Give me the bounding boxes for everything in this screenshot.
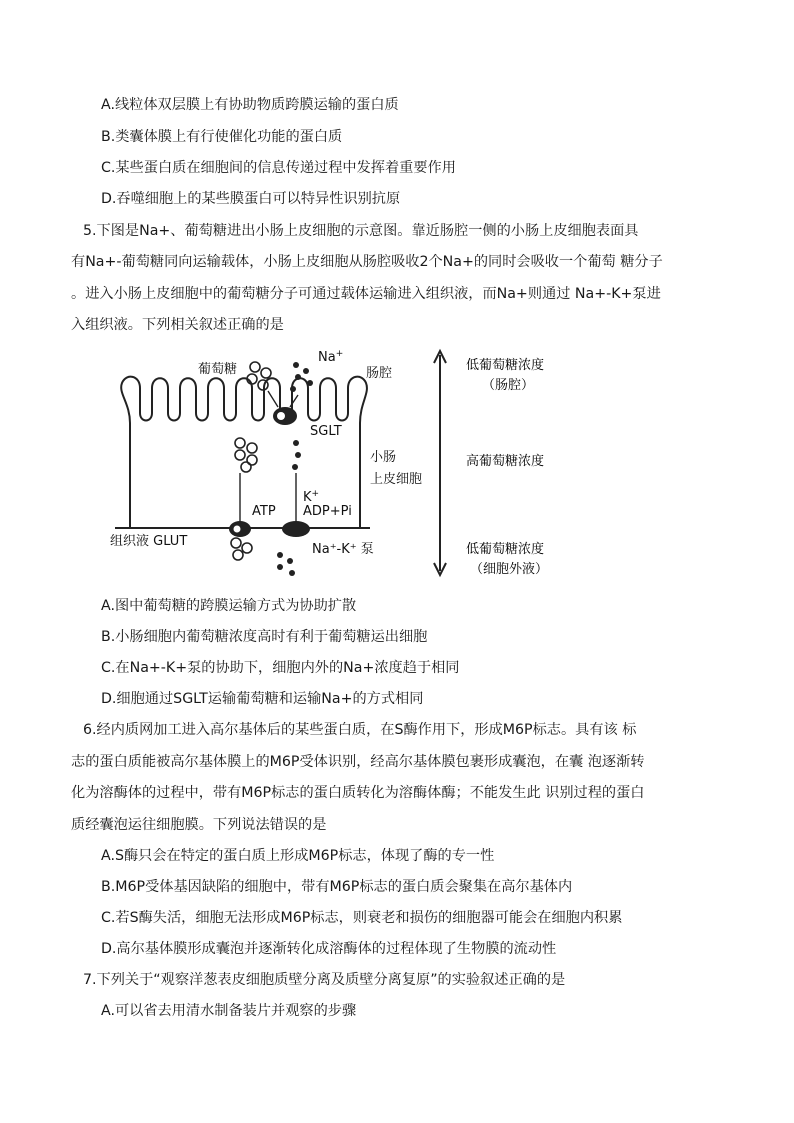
label-na: Na+ [318,349,344,365]
na-basal-dots [277,552,295,576]
q7-option-a: A.可以省去用清水制备装片并观察的步骤 [101,1003,357,1019]
label-sglt: SGLT [310,424,342,439]
q4-option-b: B.类囊体膜上有行使催化功能的蛋白质 [101,129,343,145]
na-k-pump [282,521,310,537]
glucose-basal-cluster [231,538,252,560]
q4-option-a: A.线粒体双层膜上有协助物质跨膜运输的蛋白质 [101,97,399,113]
q5-option-c: C.在Na+-K+泵的协助下，细胞内外的Na+浓度趋于相同 [101,660,460,676]
q6-option-c: C.若S酶失活，细胞无法形成M6P标志，则衰老和损伤的细胞器可能会在细胞内积累 [101,910,623,926]
label-adp-pi: ADP+Pi [303,504,352,519]
q5-option-a: A.图中葡萄糖的跨膜运输方式为协助扩散 [101,598,357,614]
q5-option-b: B.小肠细胞内葡萄糖浓度高时有利于葡萄糖运出细胞 [101,629,428,645]
label-atp: ATP [252,504,276,519]
label-low-extracellular: 低葡萄糖浓度 [466,542,545,557]
label-na-k-pump: Na⁺-K⁺ 泵 [312,542,374,557]
q5-stem-line-4: 入组织液。下列相关叙述正确的是 [71,317,284,333]
label-tissue-glut: 组织液 GLUT [110,534,188,549]
q7-stem: 7.下列关于“观察洋葱表皮细胞质壁分离及质壁分离复原”的实验叙述正确的是 [83,972,566,988]
sglt-pore [277,412,285,420]
label-lumen: 肠腔 [366,366,393,381]
q6-stem-line-2: 志的蛋白质能被高尔基体膜上的M6P受体识别，经高尔基体膜包裹形成囊泡，在囊 泡逐渐转 [71,754,645,770]
q6-stem-line-4: 质经囊泡运往细胞膜。下列说法错误的是 [71,817,327,833]
label-low-extracellular-sub: （细胞外液） [470,562,549,577]
q6-stem-line-3: 化为溶酶体的过程中，带有M6P标志的蛋白质转化为溶酶体酶；不能发生此 识别过程的蛋白 [71,785,645,801]
q6-option-b: B.M6P受体基因缺陷的细胞中，带有M6P标志的蛋白质会聚集在高尔基体内 [101,879,573,895]
glucose-entry-arrow [268,391,278,407]
label-high-cell: 高葡萄糖浓度 [466,454,545,469]
q6-option-d: D.高尔基体膜形成囊泡并逐渐转化成溶酶体的过程体现了生物膜的流动性 [101,941,557,957]
q4-option-d: D.吞噬细胞上的某些膜蛋白可以特异性识别抗原 [101,191,401,207]
concentration-gradient-diagram [430,343,620,583]
na-lumen-dots [290,362,313,392]
label-low-lumen: 低葡萄糖浓度 [466,358,545,373]
glucose-lumen-cluster [247,362,271,390]
na-cytoplasm-dots [292,440,301,470]
label-glucose: 葡萄糖 [198,362,238,377]
q5-stem-line-3: 。进入小肠上皮细胞中的葡萄糖分子可通过载体运输进入组织液，而Na+则通过 Na+-K+泵进 [71,286,661,302]
glucose-cytoplasm-cluster [235,438,257,472]
label-cell-line1: 小肠 [370,450,397,465]
q4-option-c: C.某些蛋白质在细胞间的信息传递过程中发挥着重要作用 [101,160,456,176]
q5-option-d: D.细胞通过SGLT运输葡萄糖和运输Na+的方式相同 [101,691,424,707]
label-k: K+ [303,489,320,505]
q5-stem-line-2: 有Na+-葡萄糖同向运输载体，小肠上皮细胞从肠腔吸收2个Na+的同时会吸收一个葡萄 糖分子 [71,254,663,270]
label-cell-line2: 上皮细胞 [370,472,423,487]
q5-stem-line-1: 5.下图是Na+、葡萄糖进出小肠上皮细胞的示意图。靠近肠腔一侧的小肠上皮细胞表面具 [83,223,639,239]
q6-stem-line-1: 6.经内质网加工进入高尔基体后的某些蛋白质，在S酶作用下，形成M6P标志。具有该 标 [83,722,637,738]
label-low-lumen-sub: （肠腔） [482,378,535,393]
q6-option-a: A.S酶只会在特定的蛋白质上形成M6P标志，体现了酶的专一性 [101,848,495,864]
